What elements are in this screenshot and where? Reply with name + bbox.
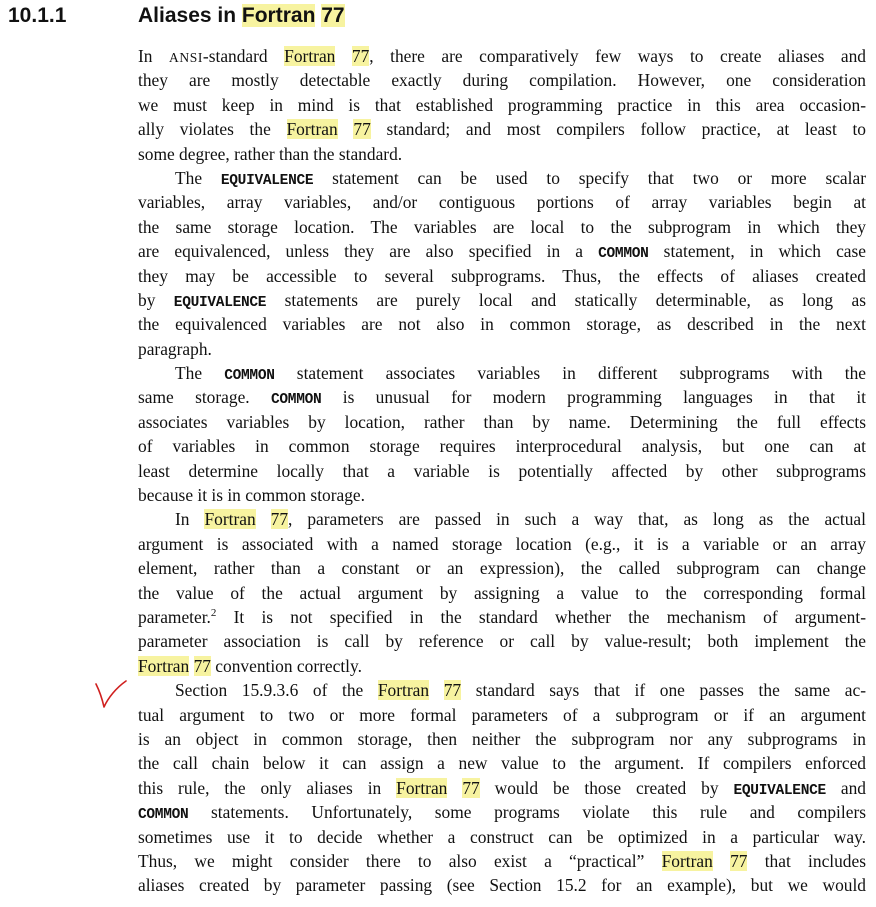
highlight-77: 77 [730, 850, 748, 871]
text-line: they are mostly detectable exactly during compilation. However, one consideration [138, 70, 866, 91]
text-line: by EQUIVALENCE statements are purely local and statically determinable, as long as [138, 289, 866, 311]
text-line: associates variables by location, rather than by name. Determining the full effects [138, 411, 866, 432]
text-line: The EQUIVALENCE statement can be used to specify that two or more scalar [175, 167, 866, 189]
section-title [138, 1, 345, 31]
highlight-77: 77 [351, 46, 370, 66]
text-line: Section 15.9.3.6 of the Fortran 77 standard says that if one passes the same ac- [175, 680, 866, 701]
code-common: COMMON [270, 392, 322, 409]
text-line: the same storage location. The variables are local to the subprogram in which they [138, 216, 866, 237]
text-line: Thus, we might consider there to also exist a “practical” Fortran 77 that includes [138, 850, 866, 871]
text-line: In ANSI-standard Fortran 77, there are comparatively few ways to create aliases and [138, 46, 866, 66]
text-line: they may be accessible to several subprograms. Thus, the effects of aliases created [138, 265, 866, 286]
text-line: some degree, rather than the standard. [138, 143, 403, 164]
highlight-fortran: Fortran [284, 46, 336, 66]
text-line: COMMON statements. Unfortunately, some programs violate this rule and compilers [138, 802, 866, 824]
section-number: 10.1.1 [8, 4, 67, 27]
handwritten-checkmark-icon [94, 680, 128, 710]
code-common: COMMON [598, 246, 649, 263]
code-equivalence: EQUIVALENCE [173, 294, 267, 311]
text-line: argument is associated with a named storage location (e.g., it is a variable or an array [138, 533, 866, 554]
text-line: parameter.$^2$ It is not specified in the standard whether the mechanism of argument- [138, 606, 866, 627]
text-line: is an object in common storage, then neither the subprogram nor any subprograms in [138, 728, 866, 749]
highlight-77: 77 [443, 680, 462, 701]
text-line: sometimes use it to decide whether a construct can be optimized in a particular way. [138, 826, 866, 847]
highlight-fortran: Fortran [661, 850, 713, 871]
text-line: because it is in common storage. [138, 485, 365, 506]
text-line: paragraph. [138, 338, 212, 359]
text-line: The COMMON statement associates variables in different subprograms with the [175, 363, 867, 385]
text-line: same storage. COMMON is unusual for modern programming languages in that it [138, 387, 867, 409]
highlight-fortran: Fortran [241, 4, 316, 27]
highlight-fortran: Fortran [377, 680, 430, 701]
highlight-fortran: Fortran [286, 119, 338, 140]
highlight-fortran: Fortran [396, 777, 448, 798]
highlight-77: 77 [353, 119, 371, 140]
code-common: COMMON [224, 368, 275, 385]
highlight-77: 77 [321, 4, 345, 27]
code-equivalence: EQUIVALENCE [220, 172, 314, 189]
text-line: In Fortran 77, parameters are passed in such a way that, as long as the actual [175, 509, 866, 530]
highlight-fortran: Fortran [204, 509, 256, 530]
text-line: parameter association is call by reference or call by value-result; both implement the [138, 631, 866, 652]
body-text [138, 44, 866, 898]
text-line: the equivalenced variables are not also in common storage, as described in the next [138, 314, 866, 335]
text-line: the call chain below it can assign a new value to the argument. If compilers enforced [138, 753, 866, 774]
text-line: this rule, the only aliases in Fortran 77 would be those created by EQUIVALENCE and [138, 777, 866, 799]
text-line: least determine locally that a variable is potentially affected by other subprograms [138, 460, 866, 481]
text-line: tual argument to two or more formal parameters of a subprogram or if an argument [138, 704, 866, 725]
section-title-prefix: Aliases in [138, 4, 242, 27]
highlight-77: 77 [193, 655, 211, 676]
highlight-77: 77 [462, 777, 480, 798]
text-line: variables, array variables, and/or contiguous portions of array variables begin at [138, 192, 866, 213]
footnote-marker: 2 [210, 607, 217, 620]
highlight-fortran: Fortran [138, 655, 190, 676]
text-line: of variables in common storage requires interprocedural analysis, but one can at [138, 436, 866, 457]
code-equivalence: EQUIVALENCE [733, 782, 826, 799]
text-line: we must keep in mind is that established programming practice in this area occasion- [138, 94, 866, 115]
text-line: ally violates the Fortran 77 standard; and most compilers follow practice, at least to [138, 119, 866, 140]
text-line: the value of the actual argument by assigning a value to the corresponding formal [138, 582, 866, 603]
highlight-77: 77 [270, 509, 289, 530]
ansi-smallcaps: ANSI [169, 50, 203, 65]
text-line: aliases created by parameter passing (see Section 15.2 for an example), but we would [138, 875, 866, 896]
text-line: are equivalenced, unless they are also specified in a COMMON statement, in which case [138, 241, 866, 263]
code-common: COMMON [138, 807, 189, 824]
text-line: Fortran 77 convention correctly. [138, 655, 362, 676]
text-line: element, rather than a constant or an expression), the called subprogram can change [138, 558, 866, 579]
